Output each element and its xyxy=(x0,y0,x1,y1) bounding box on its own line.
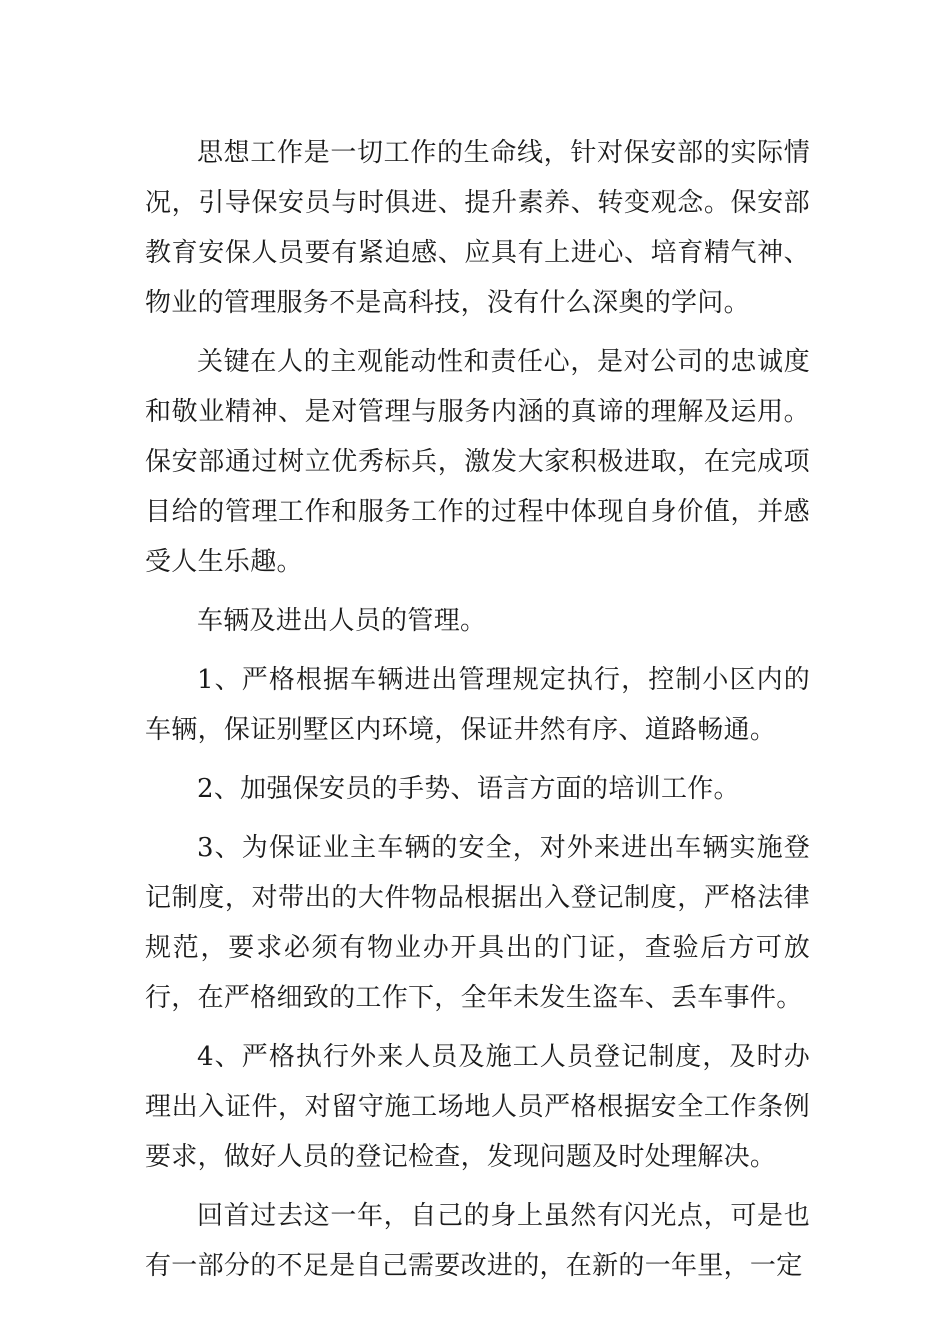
paragraph-key-responsibility: 关键在人的主观能动性和责任心，是对公司的忠诚度和敬业精神、是对管理与服务内涵的真谛的理解及运用。保安部通过树立优秀标兵，激发大家积极进取，在完成项目给的管理工作和服务工作的过程中体现自身价值，并感受人生乐趣。 xyxy=(145,347,810,577)
paragraph-item-1: 1、严格根据车辆进出管理规定执行，控制小区内的车辆，保证别墅区内环境，保证井然有序、道路畅通。 xyxy=(145,665,810,745)
paragraph-vehicle-heading: 车辆及进出人员的管理。 xyxy=(197,606,487,636)
paragraph-item-3: 3、为保证业主车辆的安全，对外来进出车辆实施登记制度，对带出的大件物品根据出入登记制度，严格法律规范，要求必须有物业办开具出的门证，查验后方可放行，在严格细致的工作下，全年未发生盗车、丢车事件。 xyxy=(145,833,810,1013)
paragraph-item-4: 4、严格执行外来人员及施工人员登记制度，及时办理出入证件，对留守施工场地人员严格根据安全工作条例要求，做好人员的登记检查，发现问题及时处理解决。 xyxy=(145,1042,810,1172)
paragraph-item-2: 2、加强保安员的手势、语言方面的培训工作。 xyxy=(197,774,740,804)
document-body xyxy=(145,128,810,1300)
paragraph-ideological-work: 思想工作是一切工作的生命线，针对保安部的实际情况，引导保安员与时俱进、提升素养、转变观念。保安部教育安保人员要有紧迫感、应具有上进心、培育精气神、物业的管理服务不是高科技，没有什么深奥的学问。 xyxy=(145,138,810,318)
paragraph-looking-back: 回首过去这一年，自己的身上虽然有闪光点，可是也有一部分的不足是自己需要改进的，在新的一年里，一定 xyxy=(145,1201,810,1281)
